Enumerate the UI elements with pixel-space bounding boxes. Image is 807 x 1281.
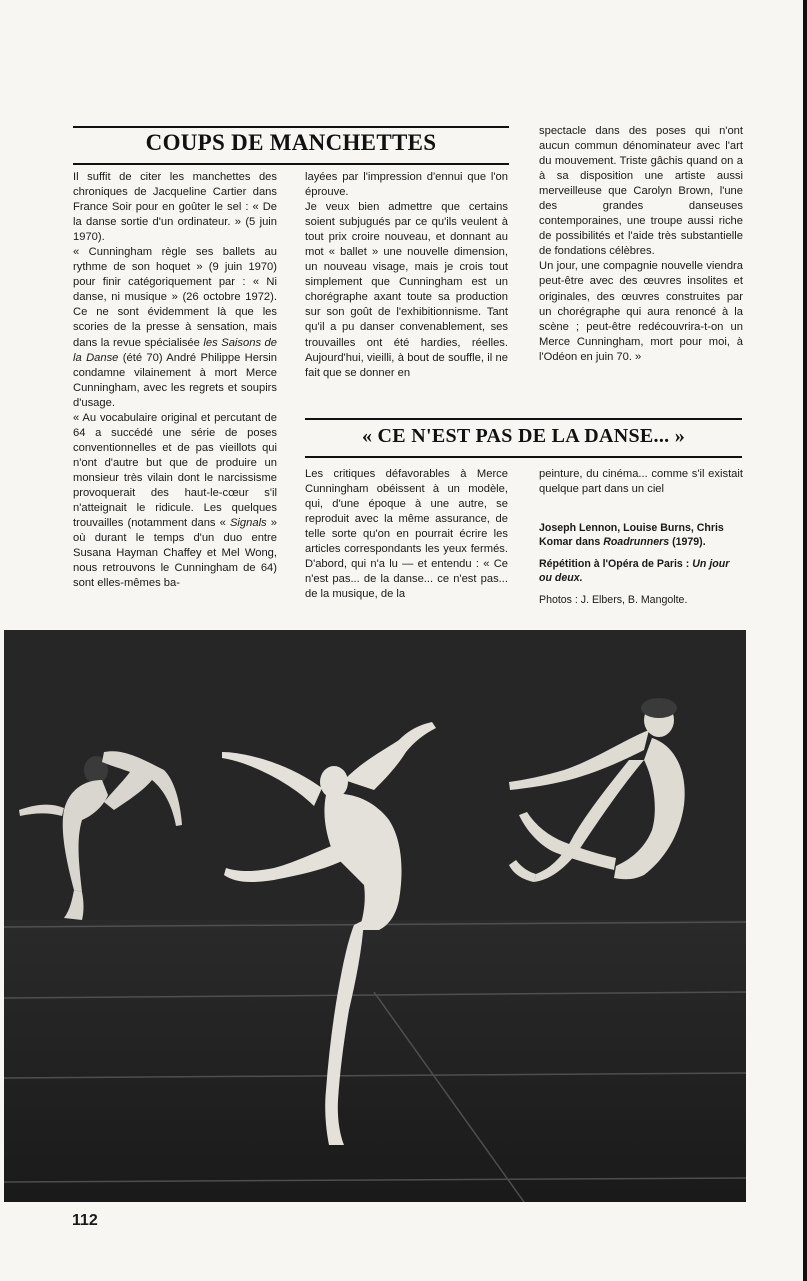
article-column-1 bbox=[73, 170, 277, 591]
paragraph: peinture, du cinéma... comme s'il existait quelque part dans un ciel bbox=[539, 468, 743, 496]
heading-rule-top bbox=[305, 418, 742, 420]
paragraph: spectacle dans des poses qui n'ont aucun commun dénominateur avec l'art du mouvement. Triste gâchis quand on a à sa disposition une artiste aussi merveilleuse que Carolyn Brown, l'une des grandes danseuses contemporaines, une troupe aussi riche de possibilités et l'aide très substantielle de fondations célèbres. bbox=[539, 125, 743, 258]
section-title-coups: COUPS DE MANCHETTES bbox=[145, 130, 437, 155]
article-column-3 bbox=[539, 124, 743, 365]
paragraph: Un jour, une compagnie nouvelle viendra peut-être avec des œuvres insolites et originales, des œuvres construites par un chorégraphe qui aura renoncé à la scène ; peut-être redécouvrira-t-on un Merce Cunningham, mort pour moi, à l'Odéon en juin 70. » bbox=[539, 260, 743, 363]
page-number: 112 bbox=[72, 1212, 98, 1229]
dance-photograph bbox=[4, 630, 746, 1202]
section-title-danse: « CE N'EST PAS DE LA DANSE... » bbox=[361, 425, 686, 447]
photo-credits: Photos : J. Elbers, B. Mangolte. bbox=[539, 594, 688, 607]
paragraph: « Cunningham règle ses ballets au rythme de son hoquet » (9 juin 1970) pour finir catégoriquement par : « Ni danse, ni musique » (26 octobre 1972). Ce ne sont évidemment là que les scories de la presse à sensation, mais dans la revue spécialisée les Saisons de la Danse (été 70) André Philippe Hersin condamne vilainement à mort Merce Cunningham, avec les regrets et soupirs d'usage. bbox=[73, 246, 278, 409]
paragraph: Je veux bien admettre que certains soient subjugués par ce qu'ils veulent à tout prix croire nouveau, et donnant au mot « ballet » une nouvelle dimension, un nouveau visage, mais je crois tout simplement que Cunningham est un chorégraphe axant toute sa production sur son goût de l'exhibitionnisme. Tant qu'il a pu danser convenablement, ses trouvailles ont été hardies, réelles. Aujourd'hui, vieilli, à bout de souffle, il ne fait que se donner en bbox=[305, 201, 508, 379]
page-edge bbox=[803, 0, 807, 1281]
paragraph: layées par l'impression d'ennui que l'on éprouve. bbox=[305, 171, 508, 199]
photo-caption bbox=[539, 522, 745, 617]
article-column-3b bbox=[539, 467, 743, 497]
heading-rule-top bbox=[73, 126, 509, 128]
caption-line-2: Répétition à l'Opéra de Paris : Un jour ou deux. bbox=[539, 558, 730, 584]
paragraph: Il suffit de citer les manchettes des chroniques de Jacqueline Cartier dans France Soir pour en goûter le sel : « De la danse sortie d'un ordinateur. » (5 juin 1970). bbox=[73, 171, 277, 244]
heading-rule-bottom bbox=[73, 163, 509, 165]
heading-rule-bottom bbox=[305, 456, 742, 458]
article-column-2b bbox=[305, 467, 508, 602]
paragraph: Les critiques défavorables à Merce Cunningham obéissent à un modèle, qui, d'une époque à une autre, se reproduit avec la même assurance, de telle sorte qu'on en pourrait écrire les articles correspondants les yeux fermés. D'abord, qui n'a lu — et entendu : « Ce n'est pas... de la danse... ce n'est pas... de la musique, de la bbox=[305, 468, 508, 601]
caption-line-1: Joseph Lennon, Louise Burns, Chris Komar dans Roadrunners (1979). bbox=[539, 522, 724, 548]
paragraph: « Au vocabulaire original et percutant de 64 a succédé une série de poses conventionnelles et de pas vieillots qui n'ont d'autre but que de produire un monsieur très vilain dont le narcissisme provoquerait des haut-le-cœur s'il n'atteignait le ridicule. Les quelques trouvailles (notamment dans « Signals » où durant le temps d'un duo entre Susana Hayman Chaffey et Mel Wong, nous retrouvons le Cunningham de 64) sont elles-mêmes ba- bbox=[73, 411, 277, 590]
dancers-illustration bbox=[4, 630, 746, 1202]
article-column-2 bbox=[305, 170, 508, 381]
